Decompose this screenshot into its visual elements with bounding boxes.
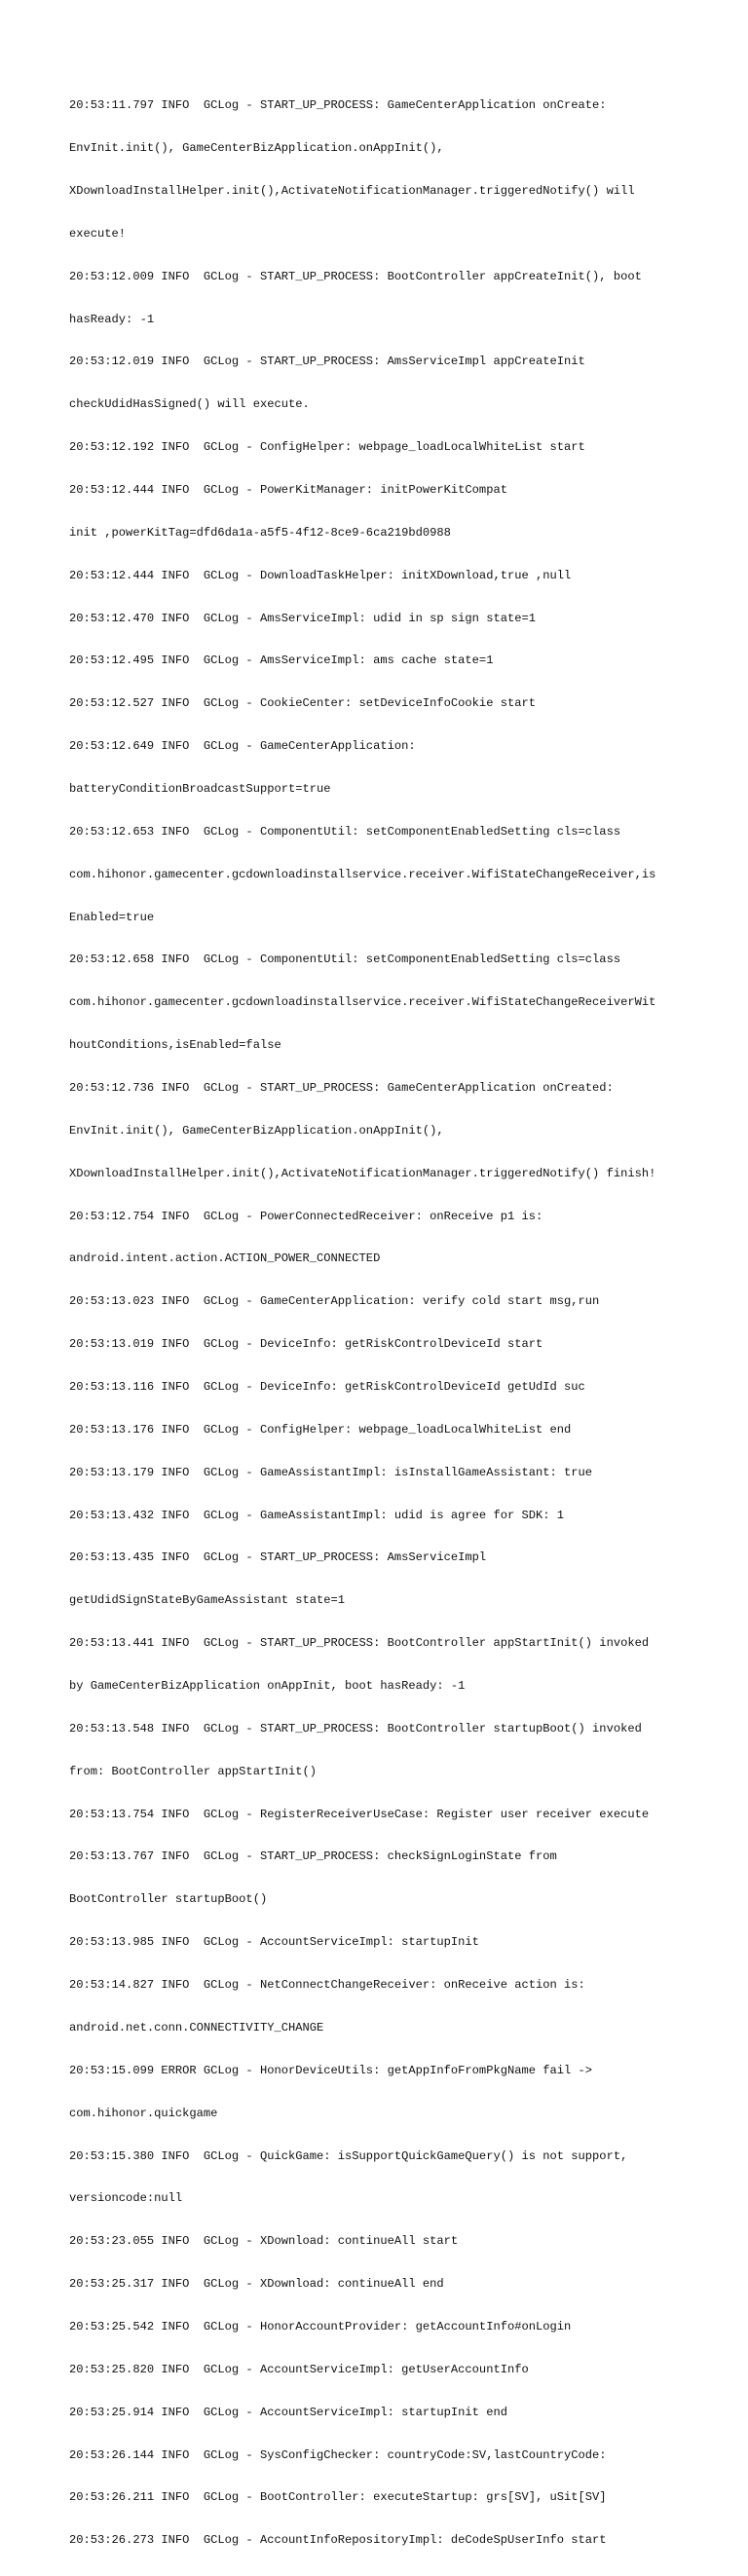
log-line: XDownloadInstallHelper.init(),ActivateNotificationManager.triggeredNotify() will <box>69 183 635 198</box>
log-line: 20:53:15.099 ERROR GCLog - HonorDeviceUtils: getAppInfoFromPkgName fail -> <box>69 2063 593 2077</box>
log-line: com.hihonor.quickgame <box>69 2106 218 2120</box>
log-line: 20:53:13.019 INFO GCLog - DeviceInfo: getRiskControlDeviceId start <box>69 1337 543 1352</box>
log-line: 20:53:13.985 INFO GCLog - AccountServiceImpl: startupInit <box>69 1935 479 1950</box>
log-line: 20:53:13.432 INFO GCLog - GameAssistantImpl: udid is agree for SDK: 1 <box>69 1508 565 1522</box>
log-line: execute! <box>69 226 127 241</box>
log-line: BootController startupBoot() <box>69 1892 268 1907</box>
log-line: 20:53:25.820 INFO GCLog - AccountServiceImpl: getUserAccountInfo <box>69 2362 529 2376</box>
log-line: batteryConditionBroadcastSupport=true <box>69 782 331 796</box>
log-line: Enabled=true <box>69 910 155 924</box>
log-line: 20:53:13.548 INFO GCLog - START_UP_PROCESS: BootController startupBoot() invoked <box>69 1721 642 1736</box>
log-line: 20:53:12.444 INFO GCLog - DownloadTaskHelper: initXDownload,true ,null <box>69 568 572 582</box>
log-line: 20:53:12.754 INFO GCLog - PowerConnectedReceiver: onReceive p1 is: <box>69 1209 543 1223</box>
log-line: XDownloadInstallHelper.init(),ActivateNotificationManager.triggeredNotify() finish! <box>69 1166 656 1180</box>
log-line: 20:53:25.542 INFO GCLog - HonorAccountProvider: getAccountInfo#onLogin <box>69 2319 572 2333</box>
log-line: 20:53:12.658 INFO GCLog - ComponentUtil: setComponentEnabledSetting cls=class <box>69 952 621 967</box>
log-line: 20:53:13.767 INFO GCLog - START_UP_PROCESS: checkSignLoginState from <box>69 1849 557 1864</box>
log-line: 20:53:13.023 INFO GCLog - GameCenterApplication: verify cold start msg,run <box>69 1294 600 1309</box>
log-line: 20:53:12.527 INFO GCLog - CookieCenter: setDeviceInfoCookie start <box>69 696 536 711</box>
log-line: 20:53:11.797 INFO GCLog - START_UP_PROCESS: GameCenterApplication onCreate: <box>69 98 607 113</box>
log-line: hasReady: -1 <box>69 312 155 326</box>
log-line: 20:53:25.317 INFO GCLog - XDownload: continueAll end <box>69 2277 444 2292</box>
log-line: com.hihonor.gamecenter.gcdownloadinstallservice.receiver.WifiStateChangeReceiverWit <box>69 995 656 1010</box>
log-line: init ,powerKitTag=dfd6da1a-a5f5-4f12-8ce9-6ca219bd0988 <box>69 525 451 540</box>
log-line: 20:53:13.754 INFO GCLog - RegisterReceiverUseCase: Register user receiver execute <box>69 1807 650 1821</box>
log-line: by GameCenterBizApplication onAppInit, boot hasReady: -1 <box>69 1679 466 1694</box>
log-line: android.net.conn.CONNECTIVITY_CHANGE <box>69 2020 324 2035</box>
log-line: com.hihonor.gamecenter.gcdownloadinstallservice.receiver.WifiStateChangeReceiver,is <box>69 867 656 881</box>
log-line: EnvInit.init(), GameCenterBizApplication.onAppInit(), <box>69 1123 444 1138</box>
log-line: 20:53:26.144 INFO GCLog - SysConfigChecker: countryCode:SV,lastCountryCode: <box>69 2447 607 2462</box>
log-line: android.intent.action.ACTION_POWER_CONNECTED <box>69 1251 381 1266</box>
log-line: 20:53:12.495 INFO GCLog - AmsServiceImpl: ams cache state=1 <box>69 653 494 668</box>
log-line: 20:53:12.653 INFO GCLog - ComponentUtil: setComponentEnabledSetting cls=class <box>69 824 621 839</box>
log-line: 20:53:13.116 INFO GCLog - DeviceInfo: getRiskControlDeviceId getUdId suc <box>69 1380 585 1395</box>
log-line: 20:53:15.380 INFO GCLog - QuickGame: isSupportQuickGameQuery() is not support, <box>69 2148 628 2163</box>
log-line: from: BootController appStartInit() <box>69 1764 318 1778</box>
log-line: 20:53:23.055 INFO GCLog - XDownload: continueAll start <box>69 2234 459 2249</box>
log-line: versioncode:null <box>69 2191 183 2206</box>
log-line: 20:53:12.649 INFO GCLog - GameCenterApplication: <box>69 739 416 754</box>
log-line: checkUdidHasSigned() will execute. <box>69 397 310 412</box>
log-line: 20:53:12.470 INFO GCLog - AmsServiceImpl: udid in sp sign state=1 <box>69 611 536 625</box>
log-line: 20:53:13.179 INFO GCLog - GameAssistantImpl: isInstallGameAssistant: true <box>69 1465 593 1479</box>
log-line: 20:53:25.914 INFO GCLog - AccountServiceImpl: startupInit end <box>69 2405 507 2419</box>
log-line: 20:53:12.009 INFO GCLog - START_UP_PROCESS: BootController appCreateInit(), boot <box>69 269 642 283</box>
log-line: 20:53:26.273 INFO GCLog - AccountInfoRepositoryImpl: deCodeSpUserInfo start <box>69 2533 607 2548</box>
log-line: 20:53:12.019 INFO GCLog - START_UP_PROCESS: AmsServiceImpl appCreateInit <box>69 355 585 369</box>
log-line: 20:53:13.176 INFO GCLog - ConfigHelper: webpage_loadLocalWhiteList end <box>69 1422 572 1437</box>
log-line: EnvInit.init(), GameCenterBizApplication.onAppInit(), <box>69 141 444 156</box>
log-line: getUdidSignStateByGameAssistant state=1 <box>69 1593 346 1608</box>
log-line: 20:53:13.441 INFO GCLog - START_UP_PROCESS: BootController appStartInit() invoked <box>69 1636 650 1651</box>
log-line: houtConditions,isEnabled=false <box>69 1038 281 1053</box>
log-line: 20:53:12.192 INFO GCLog - ConfigHelper: webpage_loadLocalWhiteList start <box>69 440 585 455</box>
log-line: 20:53:14.827 INFO GCLog - NetConnectChangeReceiver: onReceive action is: <box>69 1978 585 1993</box>
log-line: 20:53:13.435 INFO GCLog - START_UP_PROCESS: AmsServiceImpl <box>69 1550 487 1565</box>
log-line: 20:53:26.211 INFO GCLog - BootController: executeStartup: grs[SV], uSit[SV] <box>69 2490 607 2505</box>
log-line: 20:53:12.444 INFO GCLog - PowerKitManager: initPowerKitCompat <box>69 482 507 497</box>
log-text-block <box>69 70 692 2576</box>
log-line: 20:53:12.736 INFO GCLog - START_UP_PROCESS: GameCenterApplication onCreated: <box>69 1081 614 1096</box>
